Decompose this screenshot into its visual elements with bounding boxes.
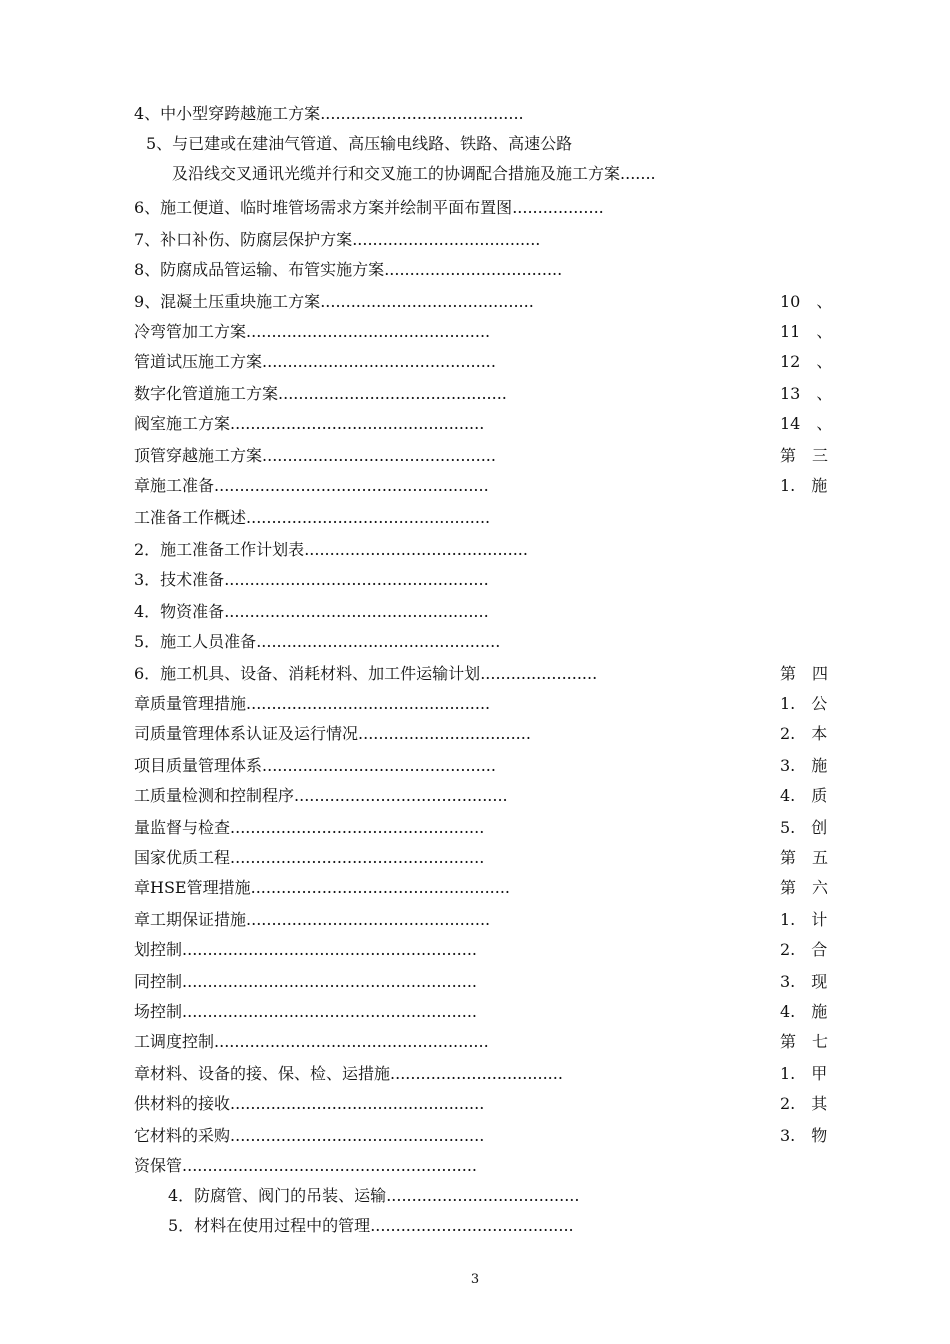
toc-entry-leader: .............................................. xyxy=(262,446,496,465)
toc-entry-leader: .................................................. xyxy=(230,414,485,433)
toc-entry-leader: .......................................................... xyxy=(182,940,477,959)
toc-entry-title: 7、补口补伤、防腐层保护方案 xyxy=(134,230,353,249)
toc-entry-leader: ........................................ xyxy=(320,104,524,123)
toc-entry-leader: .................................. xyxy=(390,1064,563,1083)
toc-entry-leader: .................................................. xyxy=(230,818,485,837)
toc-entry-continuation: 5. 创 xyxy=(780,818,828,837)
toc-entry-continuation: 第 七 xyxy=(780,1032,829,1051)
toc-entry-continuation: 12 、 xyxy=(780,352,833,371)
toc-entry[interactable] xyxy=(134,446,496,466)
toc-entry-continuation: 1. 甲 xyxy=(780,1064,828,1083)
toc-entry-leader: ..................................... xyxy=(352,230,541,249)
toc-entry-leader: .............................................. xyxy=(262,352,496,371)
toc-entry-leader: ........................................ xyxy=(370,1216,574,1235)
toc-entry-title: 章材料、设备的接、保、检、运措施 xyxy=(134,1064,391,1083)
toc-entry-title: 及沿线交叉通讯光缆并行和交叉施工的协调配合措施及施工方案 xyxy=(172,164,621,183)
toc-entry-continuation: 第 五 xyxy=(780,848,829,867)
toc-entry-title: 同控制 xyxy=(134,972,183,991)
toc-entry[interactable] xyxy=(134,848,484,868)
toc-entry-leader: ...................................... xyxy=(386,1186,580,1205)
toc-entry-title: 司质量管理体系认证及运行情况 xyxy=(134,724,359,743)
toc-entry-title: 6．施工机具、设备、消耗材料、加工件运输计划 xyxy=(134,664,481,683)
toc-entry-title: 项目质量管理体系 xyxy=(134,756,263,775)
toc-entry[interactable] xyxy=(134,786,508,806)
toc-entry-title: 冷弯管加工方案 xyxy=(134,322,247,341)
toc-entry[interactable] xyxy=(134,1126,484,1146)
toc-entry[interactable] xyxy=(134,384,507,404)
toc-entry-leader: .................. xyxy=(512,198,604,217)
toc-entry-leader: .................................................. xyxy=(230,848,485,867)
toc-entry[interactable] xyxy=(134,1064,563,1084)
toc-entry-title: 工准备工作概述 xyxy=(134,508,247,527)
toc-entry-title: 阀室施工方案 xyxy=(134,414,231,433)
toc-entry-leader: ................................................ xyxy=(256,632,501,651)
toc-entry-leader: ............................................ xyxy=(304,540,528,559)
toc-entry-leader: .......................................... xyxy=(320,292,534,311)
toc-entry-leader: ................................................ xyxy=(246,694,491,713)
toc-entry-continuation: 第 三 xyxy=(780,446,829,465)
toc-entry-title: 工调度控制 xyxy=(134,1032,215,1051)
toc-entry[interactable] xyxy=(134,292,534,312)
toc-entry-title: 4．物资准备 xyxy=(134,602,225,621)
page-number: 3 xyxy=(470,1272,480,1287)
toc-entry-leader: ....... xyxy=(620,164,656,183)
toc-entry[interactable] xyxy=(134,724,531,744)
toc-entry-continuation: 第 六 xyxy=(780,878,829,897)
toc-entry[interactable] xyxy=(134,632,500,652)
toc-entry[interactable] xyxy=(134,940,477,960)
toc-entry-leader: ................................... xyxy=(384,260,563,279)
toc-entry[interactable] xyxy=(134,476,489,496)
toc-entry-leader: .......................................................... xyxy=(182,972,477,991)
toc-entry-leader: .................................................... xyxy=(224,570,489,589)
toc-entry[interactable] xyxy=(134,818,484,838)
toc-entry[interactable] xyxy=(134,322,490,342)
toc-entry-continuation: 3. 施 xyxy=(780,756,828,775)
toc-entry-leader: ................................................ xyxy=(246,910,491,929)
toc-entry-title: 量监督与检查 xyxy=(134,818,231,837)
toc-entry-continuation: 4. 质 xyxy=(780,786,828,805)
toc-entry[interactable] xyxy=(134,540,528,560)
toc-entry-leader: ...................................................... xyxy=(214,476,489,495)
toc-entry[interactable] xyxy=(168,1216,574,1236)
toc-entry-leader: .................................................. xyxy=(230,1126,485,1145)
toc-entry-title: 章施工准备 xyxy=(134,476,215,495)
toc-entry-leader: ....................... xyxy=(480,664,598,683)
toc-entry-continuation: 3. 现 xyxy=(780,972,828,991)
toc-entry[interactable] xyxy=(134,508,490,528)
toc-entry-continuation: 4. 施 xyxy=(780,1002,828,1021)
toc-entry[interactable] xyxy=(134,878,510,898)
toc-entry-title: 5、与已建或在建油气管道、高压输电线路、铁路、高速公路 xyxy=(146,134,573,153)
toc-entry-continuation: 3. 物 xyxy=(780,1126,828,1145)
toc-entry-title: 它材料的采购 xyxy=(134,1126,231,1145)
toc-entry[interactable] xyxy=(134,1002,477,1022)
toc-entry-title: 5．施工人员准备 xyxy=(134,632,257,651)
toc-entry-continuation: 10 、 xyxy=(780,292,833,311)
toc-entry-leader: .......................................................... xyxy=(182,1156,477,1175)
toc-entry-title: 数字化管道施工方案 xyxy=(134,384,279,403)
toc-entry[interactable] xyxy=(134,1094,484,1114)
toc-entry-title: 4、中小型穿跨越施工方案 xyxy=(134,104,321,123)
toc-entry-leader: ................................................ xyxy=(246,322,491,341)
toc-entry-leader: .......................................................... xyxy=(182,1002,477,1021)
toc-entry-title: 3．技术准备 xyxy=(134,570,225,589)
toc-entry-title: 5．材料在使用过程中的管理 xyxy=(168,1216,371,1235)
toc-entry-continuation: 1. 施 xyxy=(780,476,828,495)
toc-entry-leader: .................................. xyxy=(358,724,531,743)
toc-entry-title: 章HSE管理措施 xyxy=(134,878,251,897)
toc-entry[interactable] xyxy=(172,164,656,184)
toc-entry-title: 供材料的接收 xyxy=(134,1094,231,1113)
toc-entry-title: 管道试压施工方案 xyxy=(134,352,263,371)
toc-entry[interactable] xyxy=(134,664,597,684)
toc-entry-continuation: 2. 本 xyxy=(780,724,828,743)
toc-entry-title: 顶管穿越施工方案 xyxy=(134,446,263,465)
toc-entry-continuation: 14 、 xyxy=(780,414,833,433)
toc-entry-title: 工质量检测和控制程序 xyxy=(134,786,295,805)
toc-entry[interactable] xyxy=(146,134,572,154)
toc-entry-continuation: 2. 其 xyxy=(780,1094,828,1113)
toc-entry-title: 章质量管理措施 xyxy=(134,694,247,713)
toc-entry-continuation: 第 四 xyxy=(780,664,829,683)
toc-entry-title: 6、施工便道、临时堆管场需求方案并绘制平面布置图 xyxy=(134,198,513,217)
toc-entry-title: 场控制 xyxy=(134,1002,183,1021)
toc-entry-title: 资保管 xyxy=(134,1156,183,1175)
toc-entry[interactable] xyxy=(134,972,477,992)
toc-entry-title: 9、混凝土压重块施工方案 xyxy=(134,292,321,311)
toc-entry-title: 章工期保证措施 xyxy=(134,910,247,929)
toc-entry-title: 划控制 xyxy=(134,940,183,959)
toc-entry-title: 2．施工准备工作计划表 xyxy=(134,540,305,559)
toc-entry-continuation: 2. 合 xyxy=(780,940,828,959)
toc-entry[interactable] xyxy=(134,260,562,280)
toc-entry[interactable] xyxy=(134,694,490,714)
toc-entry-leader: ................................................ xyxy=(246,508,491,527)
toc-entry-leader: .................................................... xyxy=(224,602,489,621)
toc-entry[interactable] xyxy=(134,1032,489,1052)
toc-entry-leader: ................................................... xyxy=(250,878,510,897)
toc-entry[interactable] xyxy=(134,910,490,930)
toc-entry-continuation: 13 、 xyxy=(780,384,833,403)
toc-entry-leader: .............................................. xyxy=(262,756,496,775)
toc-entry[interactable] xyxy=(134,1156,477,1176)
toc-entry-title: 8、防腐成品管运输、布管实施方案 xyxy=(134,260,385,279)
toc-entry[interactable] xyxy=(134,104,524,124)
toc-entry[interactable] xyxy=(168,1186,579,1206)
toc-entry-title: 4．防腐管、阀门的吊装、运输 xyxy=(168,1186,387,1205)
toc-entry-continuation: 1. 计 xyxy=(780,910,828,929)
toc-entry[interactable] xyxy=(134,198,604,218)
toc-entry-continuation: 11 、 xyxy=(780,322,833,341)
toc-entry[interactable] xyxy=(134,756,496,776)
toc-entry[interactable] xyxy=(134,230,540,250)
toc-entry-leader: ............................................. xyxy=(278,384,507,403)
toc-entry-title: 国家优质工程 xyxy=(134,848,231,867)
toc-entry-continuation: 1. 公 xyxy=(780,694,828,713)
toc-entry-leader: .................................................. xyxy=(230,1094,485,1113)
toc-entry[interactable] xyxy=(134,352,496,372)
toc-entry-leader: ...................................................... xyxy=(214,1032,489,1051)
toc-entry[interactable] xyxy=(134,414,484,434)
toc-entry[interactable] xyxy=(134,570,489,590)
toc-entry[interactable] xyxy=(134,602,489,622)
toc-entry-leader: .......................................... xyxy=(294,786,508,805)
